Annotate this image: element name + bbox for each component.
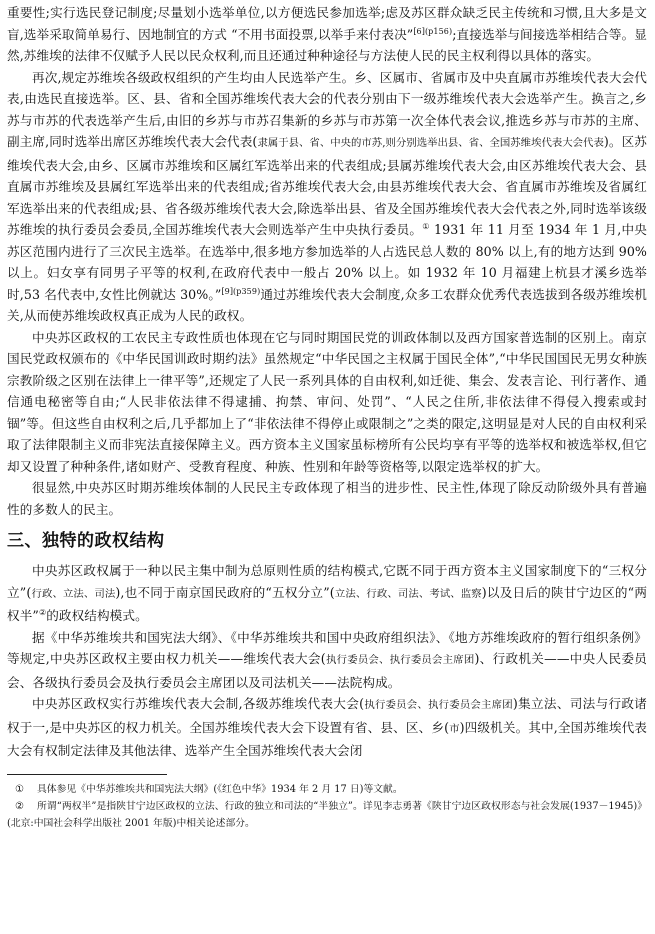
inline-note: 市 <box>449 722 460 735</box>
text-run: )以及日后的陕甘宁边区的“两权半” <box>7 584 648 623</box>
inline-note: 执行委员会、执行委员会主席团 <box>364 699 513 711</box>
paragraph-electoral-procedures <box>7 2 647 67</box>
footnote-text: 具体参见《中华苏维埃共和国宪法大纲》(《红色中华》1934 年 2 月 17 日)等文献。 <box>37 783 403 795</box>
paragraph-soviet-elections <box>7 67 647 327</box>
paragraph-congress-system <box>7 693 647 762</box>
text-run: 通过苏维埃代表大会制度,众多工农群众优秀代表选拔到各级苏维埃机关,从而使苏维埃政权真正成为人民的政权。 <box>7 286 647 323</box>
text-run: )。区苏维埃代表大会,由乡、区属市苏维埃和区属红军选举出来的代表组成;县属苏维埃代表大会,由区苏维埃代表大会、县直属市苏维埃及县属红军选举出来的代表组成;省苏维埃代表大会,由县苏维埃代表大会、省直属市苏维埃及省属红军选举出来的代表组成;县、省各级苏维埃代表大会,除选举出县、省及全国苏维埃代表大会代表之外,同时选举该级苏维埃的执行委员会委员,全国苏维埃代表大会则选举产生中央执行委员。 <box>7 134 647 237</box>
inline-note: 立法、行政、司法、考试、监察 <box>334 587 482 600</box>
citation-marker: [9](p359) <box>221 286 261 296</box>
citation-marker: [6](p156) <box>413 26 453 36</box>
section-heading: 三、独特的政权结构 <box>7 531 165 551</box>
footnote-1 <box>7 781 647 798</box>
inline-note: 执行委员会、执行委员会主席团 <box>325 654 475 666</box>
inline-note: 行政、立法、司法 <box>31 587 116 600</box>
text-run: 中央苏区政权属于一种以民主集中制为总原则性质的结构模式,它既不同于西方资本主义国家制度下的“三权分立”( <box>7 563 647 600</box>
text-run: 中央苏区政权的工农民主专政性质也体现在它与同时期国民党的训政体制以及西方国家普选制的区别上。南京国民党政权颁布的《中华民国训政时期约法》虽然规定“中华民国之主权属于国民全体”,“中华民国国民无男女种族宗教阶级之区别在法律上一律平等”,还规定了人民一系列具体的自由权利,如迁徙、集会、发表言论、刊行著作、通信通电秘密等自由;“人民非依法律不得逮捕、拘禁、审问、处罚”、“人民之住所,非依法律不得侵入搜索或封锢”等。但这些自由权利之后,几乎都加上了“非依法律不得停止或限制之”之类的限定,这明显是对人民的自由权利采取了法律限制主义而非宪法直接保障主义。西方资本主义国家虽标榜所有公民均享有平等的选举权和被选举权,但它却又设置了种种条件,诸如财产、受教育程度、种族、性别和年龄等资格等,以限定选举权的扩大。 <box>7 329 647 474</box>
text-run: 重要性;实行选民登记制度;尽量划小选举单位,以方便选民参加选举;虑及苏区群众缺乏民主传统和习惯,且大多是文盲,选举采取简单易行、因地制宜的方式 “不用书面投票,以举手来付表决” <box>7 5 647 42</box>
text-run: 1931 年 11 月至 1934 年 1 月,中央苏区范围内进行了三次民主选举。在选举中,很多地方参加选举的人占选民总人数的 80% 以上,有的地方达到 90% 以上。妇女享有同男子平等的权利,在政府代表中一般占 20% 以上。如 1932 年 10 月福建上杭县才溪乡选举时,53 名代表中,女性比例就达 30%。” <box>7 222 647 302</box>
paragraph-comparison-kmt-west <box>7 327 647 478</box>
text-run: )、行政机关——中央人民委员会、各级执行委员会及执行委员会主席团以及司法机关——法院构成。 <box>7 651 647 690</box>
footnote-marker: ② <box>15 800 24 812</box>
citation-marker: ① <box>422 221 430 231</box>
text-run: )四级机关。其中,全国苏维埃代表大会有权制定法律及其他法律、选举产生全国苏维埃代表大会闭 <box>7 719 647 758</box>
inline-note: 隶属于县、省、中央的市苏,则分别选举出县、省、全国苏维埃代表大会代表 <box>257 137 604 149</box>
citation-marker: ② <box>38 607 47 617</box>
text-run: ;直接选举与间接选举相结合等。显然,苏维埃的法律不仅赋予人民以民众权利,而且还通过种种途径与方法使人民的民主权利得以具体的落实。 <box>7 26 648 63</box>
text-run: 很显然,中央苏区时期苏维埃体制的人民民主专政体现了相当的进步性、民主性,体现了除反动阶级外具有普遍性的多数人的民主。 <box>7 480 647 517</box>
footnote-text: 所谓“两权半”是指陕甘宁边区政权的立法、行政的独立和司法的“半独立”。详见李志勇著《陕甘宁边区政权形态与社会发展(1937－1945)》(北京:中国社会科学出版社 2001 年版)中相关论述部分。 <box>7 800 647 829</box>
text-run: 据《中华苏维埃共和国宪法大纲》、《中华苏维埃共和国中央政府组织法》、《地方苏维埃政府的暂行组织条例》等规定,中央苏区政权主要由权力机关——维埃代表大会( <box>7 629 647 666</box>
text-run: 再次,规定苏维埃各级政权组织的产生均由人民选举产生。乡、区属市、省属市及中央直属市苏维埃代表大会代表,由选民直接选举。区、县、省和全国苏维埃代表大会的代表分别由下一级苏维埃代表大会选举产生。换言之,乡苏与市苏的代表选举产生后,由旧的乡苏与市苏召集新的乡苏与市苏第一次全体代表会议,推选乡苏与市苏的主席、副主席,同时选举出席区苏维埃代表大会代表( <box>7 69 647 149</box>
paragraph-organs <box>7 627 647 694</box>
footnote-2 <box>7 798 647 832</box>
paragraph-conclusion <box>7 477 647 520</box>
footnote-divider <box>7 774 167 775</box>
text-run: )集立法、司法与行政诸权于一,是中央苏区的权力机关。全国苏维埃代表大会下设置有省、县、区、乡( <box>7 696 648 735</box>
text-run: 中央苏区政权实行苏维埃代表大会制,各级苏维埃代表大会( <box>32 696 365 711</box>
paragraph-structure-model <box>7 560 647 627</box>
footnote-marker: ① <box>15 783 24 795</box>
text-run: ),也不同于南京国民政府的“五权分立”( <box>115 584 335 600</box>
text-run: 的政权结构模式。 <box>46 608 148 623</box>
